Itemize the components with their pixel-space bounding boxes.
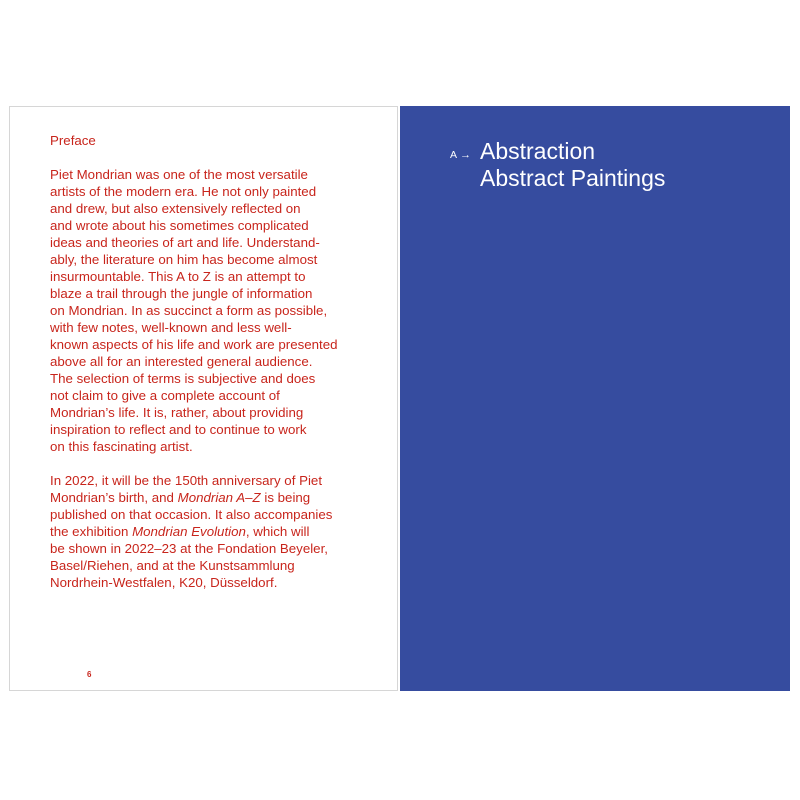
right-page xyxy=(400,106,790,691)
book-spread xyxy=(9,106,790,691)
page-number: 6 xyxy=(87,670,92,679)
entry-letter: A xyxy=(450,149,458,161)
right-arrow-icon: → xyxy=(460,149,472,161)
paragraph-2-part-a: In 2022, it will be the 150th anniversary of Piet Mondrian’s birth, and xyxy=(50,473,323,505)
exhibition-title-reference: Mondrian Evolution xyxy=(132,524,246,539)
paragraph-2-part-b: is being published on that occasion. It also accompanies the exhibition xyxy=(50,490,333,539)
preface-paragraph-1: Piet Mondrian was one of the most versatile artists of the modern era. He not only painted and drew, but also extensively reflected on and wrote about his sometimes complicated ideas and theories of art and life. Understand- ably, the literature on him has become almost insurmountable. This A to Z is an attempt to blaze a trail through the jungle of information on Mondrian. In as succinct a form as possible, with few notes, well-known and less well- known aspects of his life and work are presented above all for an interested general audience. The selection of terms is subjective and does not claim to give a complete account of Mondrian’s life. It is, rather, about providing inspiration to reflect and to continue to work on this fascinating artist. xyxy=(50,167,338,454)
letter-marker xyxy=(450,149,471,161)
left-page xyxy=(9,106,398,691)
entry-title-line-2: Abstract Paintings xyxy=(480,165,666,191)
book-title-reference: Mondrian A–Z xyxy=(177,490,261,505)
preface-text-column xyxy=(50,132,380,608)
entry-title-line-1: Abstraction xyxy=(480,138,596,164)
paragraph-2-part-c: , which will be shown in 2022–23 at the Fondation Beyeler, Basel/Riehen, and at the Kunstsammlung Nordrhein-Westfalen, K20, Düsseldorf. xyxy=(50,524,328,590)
entry-title xyxy=(480,138,665,192)
preface-heading: Preface xyxy=(50,133,96,148)
preface-paragraph-2 xyxy=(50,472,380,591)
